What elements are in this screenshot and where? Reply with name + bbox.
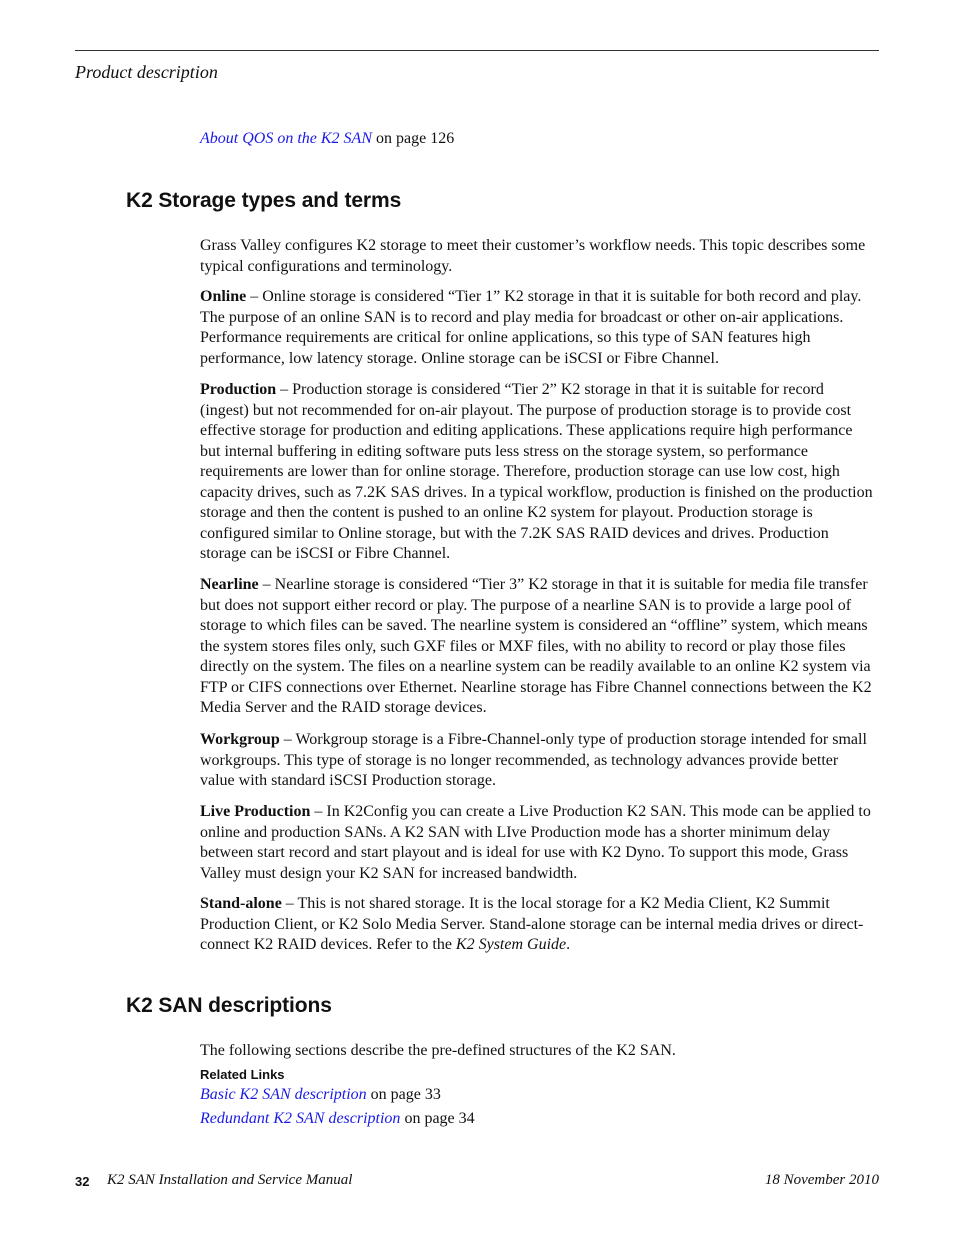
- section-heading-storage-types: K2 Storage types and terms: [126, 189, 402, 212]
- related-link-redundant: [200, 1110, 475, 1128]
- related-link-basic: [200, 1086, 441, 1104]
- term-workgroup-text: – Workgroup storage is a Fibre-Channel-only type of production storage intended for small workgroups. This type of storage is no longer recommended, as technology advances provide better value with standard iSCSI Production storage.: [200, 731, 867, 789]
- term-nearline: Nearline: [200, 576, 259, 593]
- page-number: 32: [75, 1174, 90, 1189]
- running-header: Product description: [75, 62, 218, 82]
- publication-date: 18 November 2010: [764, 1172, 879, 1188]
- redundant-k2-san-link[interactable]: Redundant K2 SAN description: [200, 1110, 401, 1127]
- term-live-production-paragraph: [200, 802, 876, 884]
- term-online-text: – Online storage is considered “Tier 1” K2 storage in that it is suitable for both record and play. The purpose of an online SAN is to record and play media for broadcast or other on-air applications. Performance requirements are critical for online applications, so this type of SAN features high performance, low latency storage. Online storage can be iSCSI or Fibre Channel.: [200, 288, 862, 367]
- term-production-paragraph: [200, 380, 876, 565]
- top-xref-page: on page 126: [372, 130, 455, 147]
- term-stand-alone-text: – This is not shared storage. It is the local storage for a K2 Media Client, K2 Summit Production Client, or K2 Solo Media Server. Stand-alone storage can be internal media drives or direct-connect K2 RAID devices. Refer to the: [200, 895, 864, 953]
- term-online: Online: [200, 288, 247, 305]
- term-live-production-text: – In K2Config you can create a Live Production K2 SAN. This mode can be applied to online and production SANs. A K2 SAN with LIve Production mode has a shorter minimum delay between start record and start playout and is ideal for use with K2 Dyno. To support this mode, Grass Valley must design your K2 SAN for increased bandwidth.: [200, 803, 871, 882]
- related-links-label: Related Links: [200, 1067, 285, 1082]
- redundant-link-page: on page 34: [400, 1110, 475, 1127]
- header-rule: [75, 50, 879, 51]
- term-production-text: – Production storage is considered “Tier 2” K2 storage in that it is suitable for record (ingest) but not recommended for on-air playout. The purpose of production storage is to provide cost effective storage for production and editing applications. These applications require high performance but internal buffering in editing software puts less stress on the storage system, so performance requirements are lower than for online storage. Therefore, production storage can use low cost, high capacity drives, such as 7.2K SAS drives. In a typical workflow, production is finished on the production storage and then the content is pushed to an online K2 system for playout. Production storage is configured similar to Online storage, but with the 7.2K SAS RAID devices and drives. Production storage can be iSCSI or Fibre Channel.: [200, 381, 873, 562]
- term-stand-alone-end: .: [566, 936, 571, 953]
- storage-intro-paragraph: Grass Valley configures K2 storage to meet their customer’s workflow needs. This topic describes some typical configurations and terminology.: [200, 237, 866, 275]
- term-stand-alone-paragraph: [200, 894, 876, 956]
- section-heading-san-descriptions: K2 SAN descriptions: [126, 994, 332, 1017]
- term-live-production: Live Production: [200, 803, 311, 820]
- term-workgroup-paragraph: [200, 730, 876, 792]
- term-nearline-text: – Nearline storage is considered “Tier 3” K2 storage in that it is suitable for media file transfer but does not support either record or play. The purpose of a nearline SAN is to provide a large pool of storage to which files can be saved. The nearline system is considered an “offline” system, which means the system stores files only, such GXF files or MXF files, with no ability to record or play those files directly on the system. The files on a nearline system can be readily available to an online K2 system via FTP or CIFS connections over Ethernet. Nearline storage has Fibre Channel connections between the K2 Media Server and the RAID storage devices.: [200, 576, 872, 716]
- about-qos-link[interactable]: About QOS on the K2 SAN: [200, 130, 372, 147]
- system-guide-reference: K2 System Guide: [455, 936, 567, 953]
- manual-title: K2 SAN Installation and Service Manual: [107, 1172, 353, 1188]
- term-workgroup: Workgroup: [200, 731, 280, 748]
- term-production: Production: [200, 381, 277, 398]
- basic-link-page: on page 33: [366, 1086, 441, 1103]
- term-nearline-paragraph: [200, 575, 876, 719]
- top-cross-reference: [200, 130, 454, 148]
- basic-k2-san-link[interactable]: Basic K2 SAN description: [200, 1086, 367, 1103]
- san-descriptions-intro: The following sections describe the pre-defined structures of the K2 SAN.: [200, 1042, 676, 1059]
- term-stand-alone: Stand-alone: [200, 895, 282, 912]
- term-online-paragraph: [200, 287, 876, 369]
